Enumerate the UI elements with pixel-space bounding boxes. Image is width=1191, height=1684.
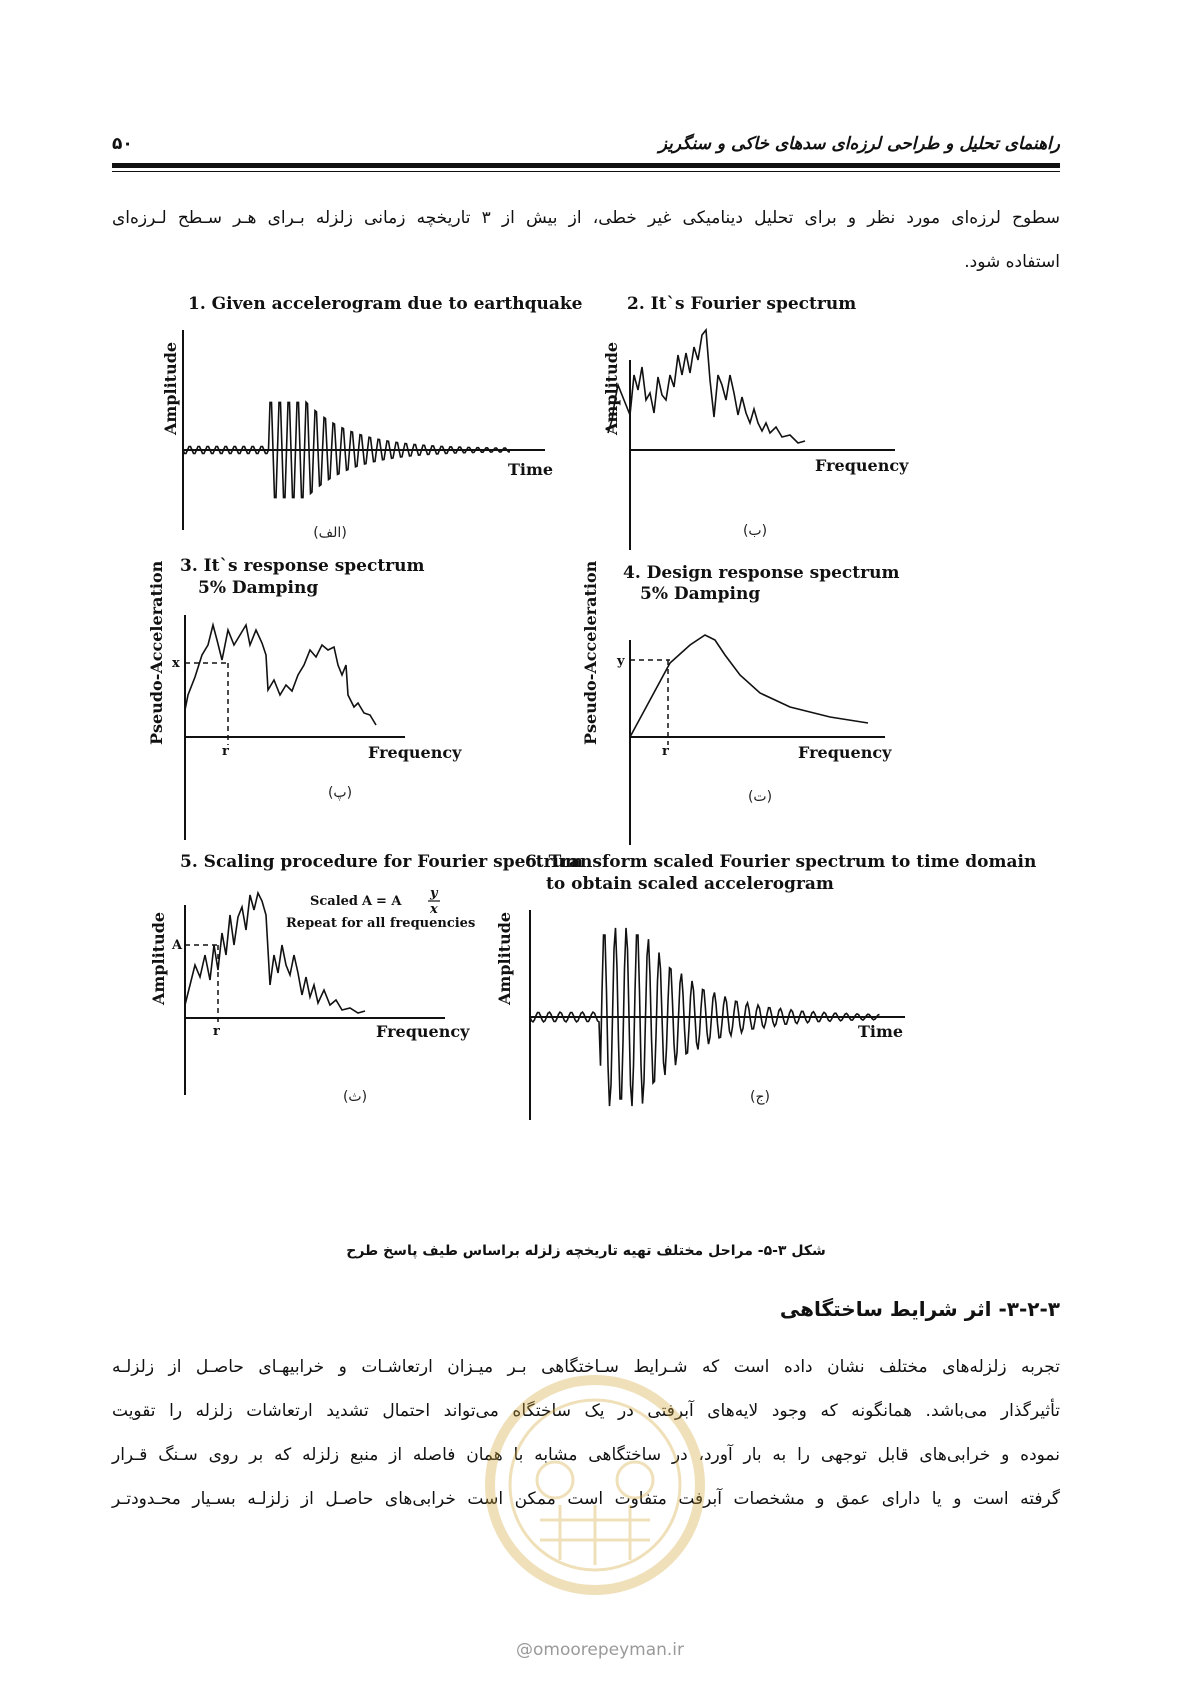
panel-5-sublabel: (ث) — [342, 1089, 368, 1105]
page-header — [112, 128, 1060, 168]
panel-6-scaled-accelerogram — [530, 910, 905, 1120]
intro-line: استفاده شود. — [964, 252, 1060, 272]
panel-6-title2: to obtain scaled accelerogram — [546, 874, 834, 894]
panel-2-fourier — [608, 330, 895, 550]
panel-5-formula-prefix: Scaled — [310, 894, 359, 909]
panel-2-ylabel: Amplitude — [602, 341, 621, 435]
panel-5-marker-x: r — [213, 1024, 220, 1039]
panel-1-accelerogram — [183, 330, 545, 530]
section-heading: ۳-۲-۳- اثر شرایط ساختگاهی — [779, 1297, 1060, 1321]
panel-3-sublabel: (پ) — [327, 785, 353, 801]
panel-4-marker-y: y — [617, 654, 625, 669]
panel-1-title: 1. Given accelerogram due to earthquake — [188, 294, 583, 314]
header-rule-thin — [112, 171, 1060, 172]
book-title: راهنمای تحلیل و طراحی لرزه‌ای سدهای خاکی و سنگریز — [658, 134, 1060, 154]
panel-3-title: 3. It`s response spectrum — [180, 556, 425, 576]
page-number: ۵۰ — [112, 134, 133, 154]
panel-6-xlabel: Time — [858, 1022, 904, 1041]
header-rule-thick — [112, 163, 1060, 168]
panel-4-xlabel: Frequency — [798, 743, 892, 762]
panel-4-design — [630, 635, 885, 845]
panel-3-xlabel: Frequency — [368, 743, 462, 762]
panel-1-sublabel: (الف) — [313, 525, 347, 541]
panel-5-ylabel: Amplitude — [149, 911, 168, 1005]
panel-5-formula-den: x — [430, 902, 438, 917]
section-line: گرفته است و یا دارای عمق و مشخصات آبرفت متفاوت است ممکن است خرابی‌های حاصـل از زلزلـه بسـیار محـدودتـر — [112, 1489, 1060, 1509]
panel-5-formula-lhs: A — [362, 894, 373, 909]
panel-2-title: 2. It`s Fourier spectrum — [627, 294, 857, 314]
figure-caption: شکل ۳-۵- مراحل مختلف تهیه تاریخچه زلزله براساس طیف پاسخ طرح — [346, 1243, 826, 1259]
figure-svg — [147, 294, 1050, 1135]
watermark-seal — [470, 1370, 720, 1600]
panel-5-formula-num: y — [430, 886, 438, 901]
panel-2-sublabel: (ب) — [742, 523, 768, 539]
panel-3-response — [185, 615, 405, 840]
panel-3-spectrum — [185, 625, 376, 725]
panel-4-title2: 5% Damping — [640, 584, 761, 604]
panel-4-ylabel: Pseudo-Acceleration — [581, 560, 600, 745]
panel-6-sublabel: (ج) — [750, 1089, 770, 1105]
panel-3-marker-y: x — [172, 656, 180, 671]
intro-line: سطوح لرزه‌ای مورد نظر و برای تحلیل دینامیکی غیر خطی، از بیش از ۳ تاریخچه زمانی زلزله بـرای هـر سـطح لـرزه‌ای — [112, 208, 1060, 228]
panel-5-note: Repeat for all frequencies — [286, 916, 476, 931]
watermark-text: @omoorepeyman.ir — [515, 1640, 685, 1660]
figure-response-spectrum-steps — [147, 294, 1050, 1205]
panel-5-title: 5. Scaling procedure for Fourier spectrum — [180, 852, 583, 872]
panel-2-spectrum — [608, 330, 805, 443]
panel-5-marker-y: A — [172, 938, 183, 953]
panel-5-spectrum — [185, 893, 365, 1013]
section-line: نموده و خرابی‌های قابل توجهی را به بار آورد، در ساختگاهی مشابه با همان فاصله از منبع زلزله که بر روی سـنگ قـرار — [112, 1445, 1060, 1465]
section-line: تجربه زلزله‌های مختلف نشان داده است که شـرایط سـاختگاهی بـر میـزان ارتعاشـات و خرابیهـای حاصـل از زلزلـه — [112, 1357, 1060, 1377]
panel-4-title: 4. Design response spectrum — [623, 563, 900, 583]
panel-6-ylabel: Amplitude — [495, 911, 514, 1005]
intro-paragraph — [112, 196, 1060, 284]
panel-4-marker-x: r — [662, 744, 669, 759]
section-line: تأثیرگذار می‌باشد. همانگونه که وجود لایه‌های آبرفتی در یک ساختگاه می‌تواند احتمال تشدید ارتعاشات زلزله را تقویت — [112, 1401, 1060, 1421]
panel-3-title2: 5% Damping — [198, 578, 319, 598]
panel-2-xlabel: Frequency — [815, 456, 909, 475]
panel-1-ylabel: Amplitude — [161, 341, 180, 435]
panel-5-xlabel: Frequency — [376, 1022, 470, 1041]
panel-3-ylabel: Pseudo-Acceleration — [147, 560, 166, 745]
panel-1-xlabel: Time — [508, 460, 554, 479]
panel-6-title: 6. Transform scaled Fourier spectrum to time domain — [525, 852, 1037, 872]
panel-4-sublabel: (ت) — [747, 789, 773, 805]
panel-3-marker-x: r — [222, 744, 229, 759]
panel-5-formula-rhs: = A — [376, 894, 402, 909]
panel-4-spectrum — [630, 635, 868, 737]
